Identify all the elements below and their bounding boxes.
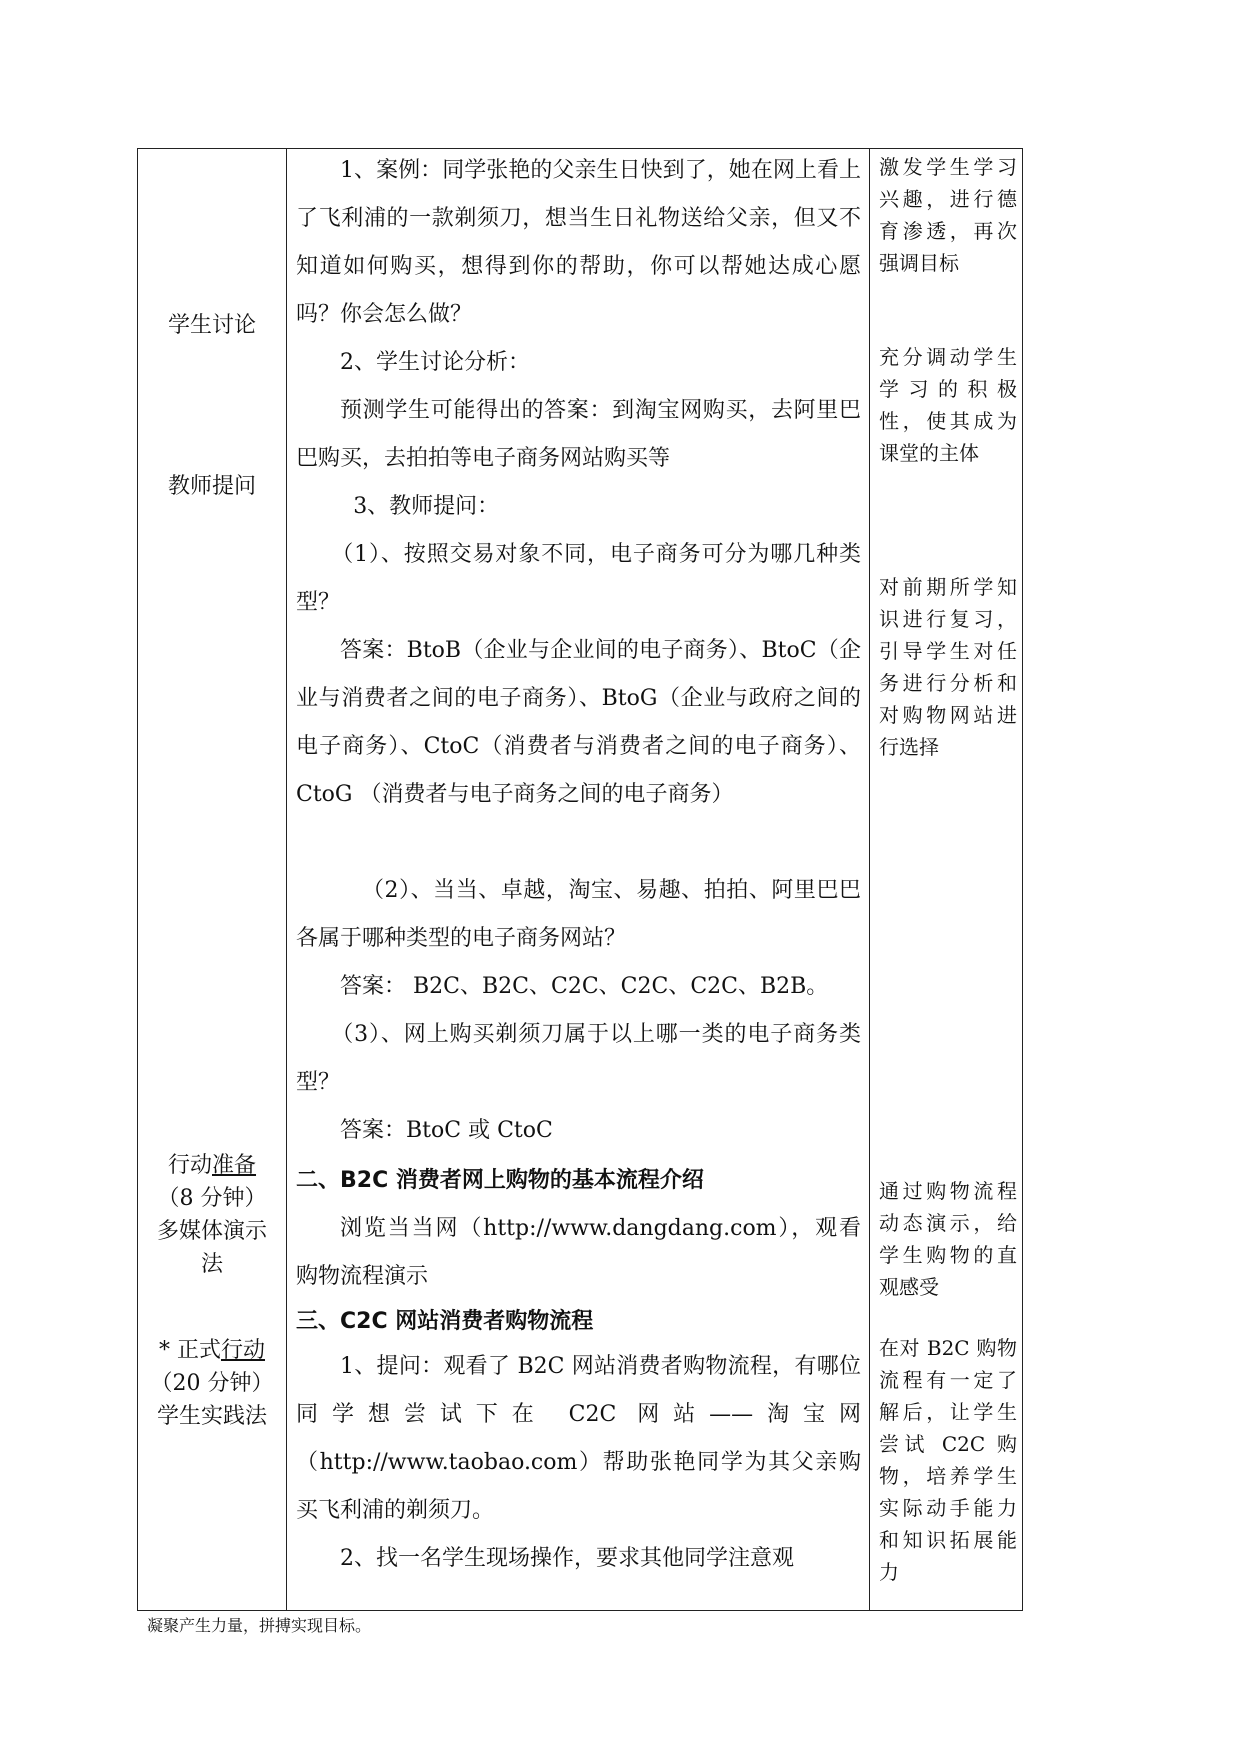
section-2-title: 二、B2C 消费者网上购物的基本流程介绍 [296, 1168, 704, 1193]
content-block-c2c [296, 1301, 861, 1583]
discuss-title: 2、学生讨论分析： [340, 350, 530, 375]
answer-2: 答案： B2C、B2C、C2C、C2C、C2C、B2B。 [340, 974, 829, 999]
stage-discuss: 学生讨论 [167, 313, 256, 338]
content-block-questions [296, 867, 861, 1155]
question-3: （3）、网上购买剃须刀属于以上哪一类的电子商务类型？ [296, 1022, 861, 1095]
answer-3: 答案：BtoC 或 CtoC [340, 1118, 553, 1143]
stage-method-practice: 学生实践法 [156, 1404, 267, 1429]
section-3-item-1: 1、提问：观看了 B2C 网站消费者购物流程，有哪位同学想尝试下在 C2C 网站——淘宝网（http://www.taobao.com）帮助张艳同学为其父亲购买飞利浦的剃须刀。 [296, 1354, 861, 1523]
stage-teacher-ask: 教师提问 [167, 474, 256, 499]
purpose-note-2: 充分调动学生学习的积极性，使其成为课堂的主体 [879, 345, 1017, 465]
purpose-note-1: 激发学生学习兴趣，进行德育渗透，再次强调目标 [879, 155, 1017, 275]
content-column [286, 149, 869, 1610]
purpose-note-5: 在对 B2C 购物流程有一定了解后，让学生尝试 C2C 购物，培养学生实际动手能力和知识拓展能力 [879, 1336, 1017, 1584]
page-footer: 凝聚产生力量，拼搏实现目标。 [147, 1616, 372, 1635]
content-block-b2c [296, 1157, 861, 1301]
section-3-title: 三、C2C 网站消费者购物流程 [296, 1309, 594, 1334]
question-2: （2）、当当、卓越，淘宝、易趣、拍拍、阿里巴巴各属于哪种类型的电子商务网站？ [296, 878, 861, 951]
stage-prep-time: （8 分钟） [157, 1186, 267, 1211]
stage-action-prep: 行动准备 [167, 1153, 257, 1178]
stage-column [138, 149, 286, 1610]
stage-formal-action: * 正式行动 [158, 1338, 265, 1363]
content-block-intro [296, 147, 861, 819]
question-1: （1）、按照交易对象不同，电子商务可分为哪几种类型？ [296, 542, 861, 615]
purpose-note-4: 通过购物流程动态演示，给学生购物的直观感受 [879, 1179, 1017, 1299]
purpose-column [869, 149, 1024, 1610]
section-3-item-2: 2、找一名学生现场操作，要求其他同学注意观 [340, 1546, 794, 1571]
answer-1: 答案：BtoB（企业与企业间的电子商务）、BtoC（企业与消费者之间的电子商务）、BtoG（企业与政府之间的电子商务）、CtoC（消费者与消费者之间的电子商务）、CtoG （消费者与电子商务之间的电子商务） [296, 638, 861, 807]
predict-paragraph: 预测学生可能得出的答案：到淘宝网购买，去阿里巴巴购买，去拍拍等电子商务网站购买等 [296, 398, 861, 471]
teacher-title: 3、教师提问： [353, 494, 500, 519]
stage-method-multimedia-cont: 法 [200, 1252, 223, 1277]
case-paragraph: 1、案例：同学张艳的父亲生日快到了，她在网上看上了飞利浦的一款剃须刀，想当生日礼物送给父亲，但又不知道如何购买，想得到你的帮助，你可以帮她达成心愿吗？你会怎么做？ [296, 158, 861, 327]
lesson-table [137, 148, 1023, 1611]
stage-method-multimedia: 多媒体演示 [156, 1219, 267, 1244]
stage-formal-time: （20 分钟） [150, 1371, 274, 1396]
section-2-text: 浏览当当网（http://www.dangdang.com），观看购物流程演示 [296, 1216, 861, 1289]
purpose-note-3: 对前期所学知识进行复习，引导学生对任务进行分析和对购物网站进行选择 [879, 575, 1017, 759]
